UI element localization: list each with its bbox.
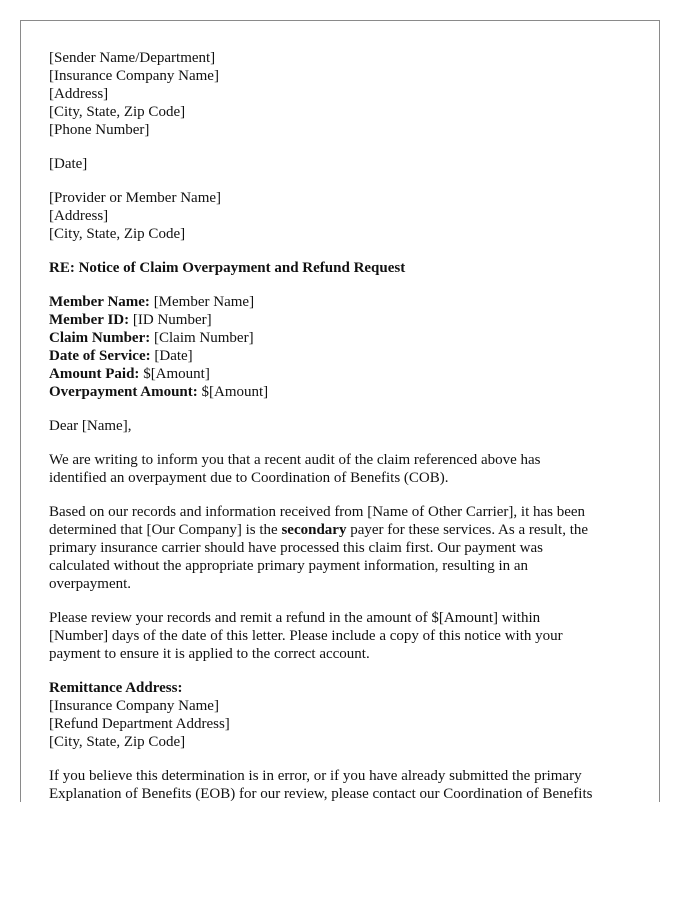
letter-page — [20, 20, 660, 802]
paragraph-line: payment to ensure it is applied to the correct account. — [49, 646, 370, 662]
paragraph-line: Please review your records and remit a refund in the amount of $[Amount] within — [49, 610, 541, 626]
salutation-block — [49, 417, 639, 435]
salutation: Dear [Name], — [49, 418, 132, 434]
paragraph-line: primary insurance carrier should have processed this claim first. Our payment was — [49, 540, 544, 556]
paragraph-line: If you believe this determination is in error, or if you have already submitted the primary — [49, 768, 582, 784]
remittance-block — [49, 679, 639, 751]
detail-row — [49, 347, 639, 365]
subject-block — [49, 259, 639, 277]
detail-row — [49, 293, 639, 311]
detail-label: Claim Number: — [49, 330, 151, 346]
paragraph-audit — [49, 451, 639, 487]
detail-value: [Claim Number] — [150, 330, 254, 346]
detail-label: Member ID: — [49, 312, 130, 328]
detail-row — [49, 311, 639, 329]
paragraph-line: calculated without the appropriate primary payment information, resulting in an — [49, 558, 529, 574]
sender-address: [Address] — [49, 86, 109, 102]
detail-row — [49, 365, 639, 383]
detail-value: [Date] — [150, 348, 193, 364]
sender-phone: [Phone Number] — [49, 122, 150, 138]
secondary-emphasis: secondary — [281, 522, 347, 538]
detail-row — [49, 329, 639, 347]
detail-value: [Member Name] — [149, 294, 255, 310]
remittance-company: [Insurance Company Name] — [49, 698, 219, 714]
paragraph-line: We are writing to inform you that a recent audit of the claim referenced above has — [49, 452, 541, 468]
paragraph-refund — [49, 609, 639, 663]
detail-label: Amount Paid: — [49, 366, 140, 382]
sender-block — [49, 49, 639, 139]
paragraph-line: Explanation of Benefits (EOB) for our review, please contact our Coordination of Benefits — [49, 786, 593, 802]
detail-label: Date of Service: — [49, 348, 151, 364]
paragraph-line: Based on our records and information received from [Name of Other Carrier], it has been — [49, 504, 586, 520]
sender-name-department: [Sender Name/Department] — [49, 50, 216, 66]
recipient-block — [49, 189, 639, 243]
paragraph-line: identified an overpayment due to Coordination of Benefits (COB). — [49, 470, 449, 486]
remittance-address: [Refund Department Address] — [49, 716, 230, 732]
detail-label: Overpayment Amount: — [49, 384, 198, 400]
subject-line: RE: Notice of Claim Overpayment and Refund Request — [49, 260, 406, 276]
sender-company: [Insurance Company Name] — [49, 68, 219, 84]
remittance-city-state-zip: [City, State, Zip Code] — [49, 734, 186, 750]
paragraph-line: overpayment. — [49, 576, 132, 592]
recipient-city-state-zip: [City, State, Zip Code] — [49, 226, 186, 242]
remittance-heading: Remittance Address: — [49, 680, 183, 696]
detail-row — [49, 383, 639, 401]
detail-value: $[Amount] — [197, 384, 269, 400]
paragraph-contact — [49, 767, 639, 802]
recipient-name: [Provider or Member Name] — [49, 190, 222, 206]
date-block — [49, 155, 639, 173]
letter-date: [Date] — [49, 156, 88, 172]
detail-value: $[Amount] — [139, 366, 210, 382]
paragraph-line — [49, 521, 639, 539]
letter-body — [49, 49, 639, 802]
claim-details — [49, 293, 639, 401]
paragraph-cob — [49, 503, 639, 593]
paragraph-text: determined that [Our Company] is the — [49, 522, 282, 538]
paragraph-text: payer for these services. As a result, the — [346, 522, 589, 538]
sender-city-state-zip: [City, State, Zip Code] — [49, 104, 186, 120]
recipient-address: [Address] — [49, 208, 109, 224]
detail-value: [ID Number] — [129, 312, 212, 328]
detail-label: Member Name: — [49, 294, 150, 310]
paragraph-line: [Number] days of the date of this letter. Please include a copy of this notice with your — [49, 628, 563, 644]
